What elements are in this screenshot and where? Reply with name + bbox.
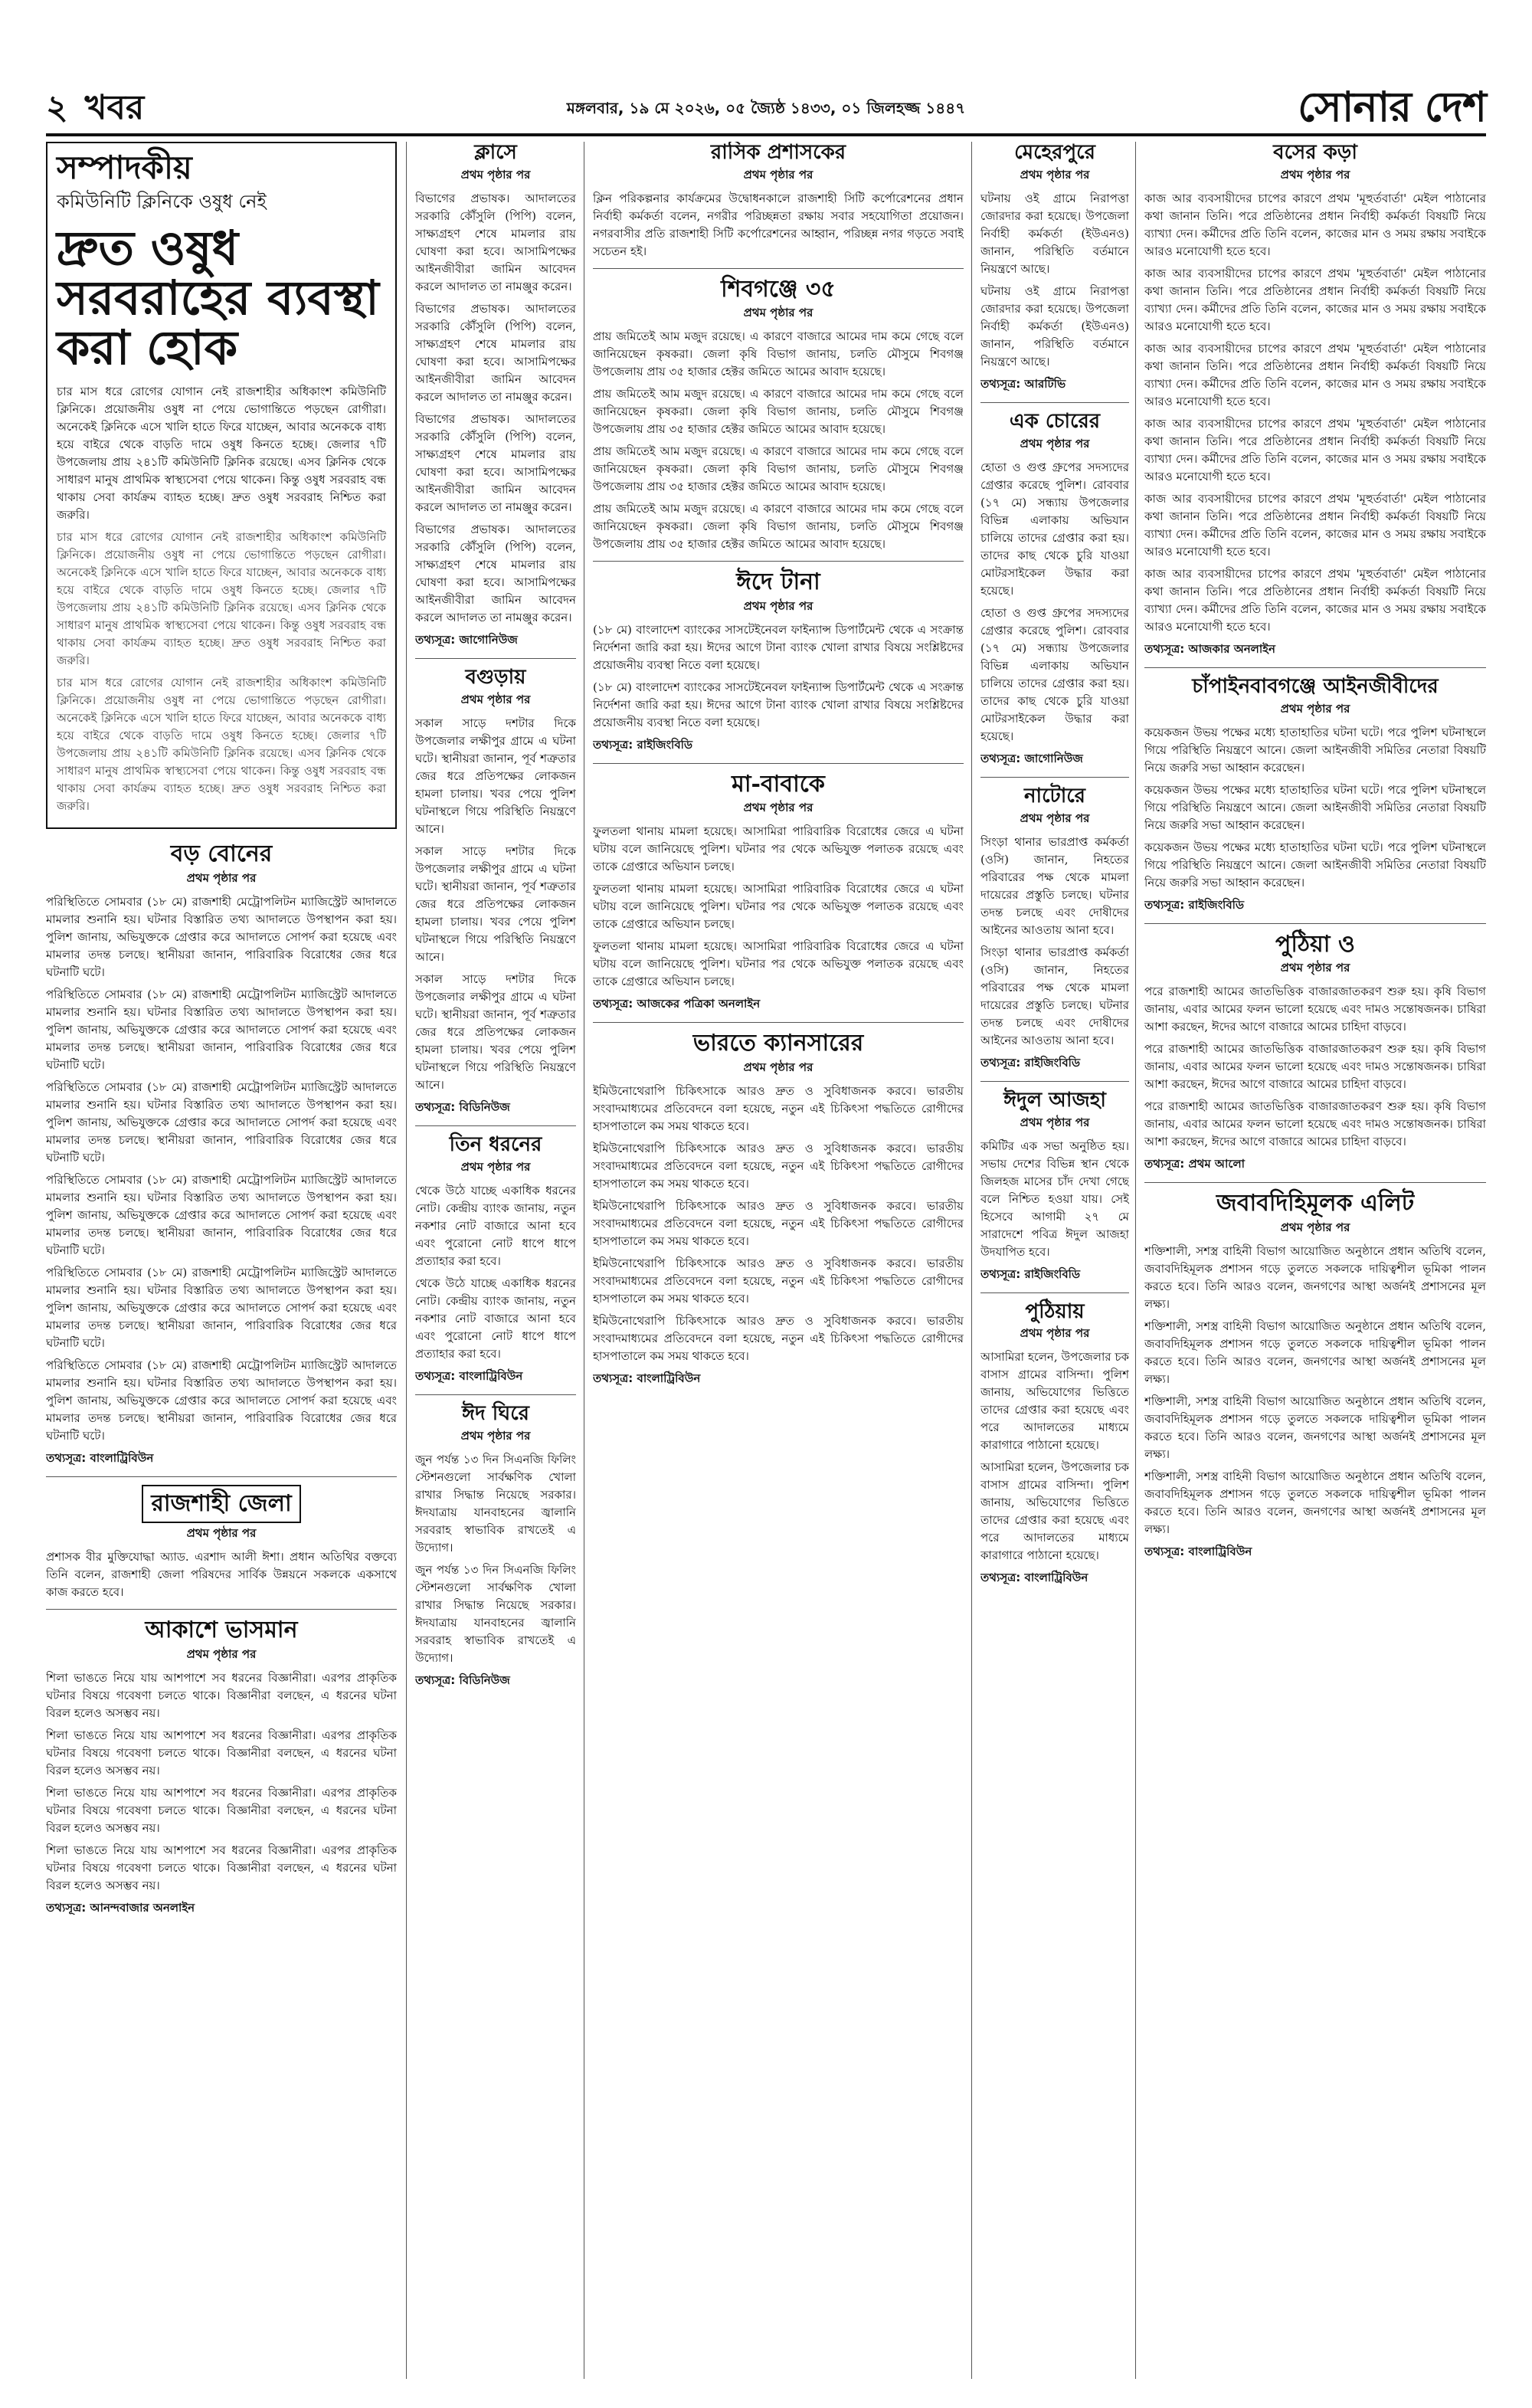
story-headline: বগুড়ায়	[465, 665, 526, 689]
story-headline: নাটোরে	[1024, 784, 1085, 808]
continued-label: প্রথম পৃষ্ঠার পর	[1020, 1115, 1090, 1129]
story-byline: তথ্যসূত্র: বিডিনিউজ	[415, 1099, 510, 1114]
continued-label: প্রথম পৃষ্ঠার পর	[1020, 436, 1090, 450]
continued-label: প্রথম পৃষ্ঠার পর	[743, 306, 813, 320]
story-body: কয়েকজন উভয় পক্ষের মধ্যে হাতাহাতির ঘটনা ঘটে। পরে পুলিশ ঘটনাস্থলে গিয়ে পরিস্থিতি নিয়ন্ত্রণে আনে। জেলা আইনজীবী সমিতির নেতারা বিষয়টি নিয়ে জরুরি সভা আহ্বান করেছেন।	[1144, 840, 1486, 889]
story-body: প্রশাসক বীর মুক্তিযোদ্ধা অ্যাড. এরশাদ আলী ঈশা। প্রধান অতিথির বক্তব্যে তিনি বলেন, রাজশাহী জেলা পরিষদের সার্বিক উন্নয়নে সকলকে একসাথে কাজ করতে হবে।	[46, 1550, 397, 1600]
masthead-logo: সোনার দেশ	[1298, 82, 1486, 131]
story-body: পরিস্থিতিতে সোমবার (১৮ মে) রাজশাহী মেট্রোপলিটন ম্যাজিস্ট্রেট আদালতে মামলার শুনানি হয়। ঘটনার বিস্তারিত তথ্য আদালতে উপস্থাপন করা হয়। পুলিশ জানায়, অভিযুক্তকে গ্রেপ্তার করে আদালতে সোপর্দ করা হয়েছে এবং মামলার তদন্ত চলছে। স্থানীয়রা জানান, পারিবারিক বিরোধের জের ধরে ঘটনাটি ঘটে।	[46, 1080, 397, 1165]
story-body: শক্তিশালী, সশস্ত্র বাহিনী বিভাগ আয়োজিত অনুষ্ঠানে প্রধান অতিথি বলেন, জবাবদিহিমূলক প্রশাসন গড়ে তুলতে সকলকে দায়িত্বশীল ভূমিকা পালন করতে হবে। তিনি আরও বলেন, জনগণের আস্থা অর্জনই প্রশাসনের মূল লক্ষ্য।	[1144, 1394, 1486, 1461]
editorial-title: সম্পাদকীয়	[57, 149, 192, 186]
continued-label: প্রথম পৃষ্ঠার পর	[743, 801, 813, 815]
continued-label: প্রথম পৃষ্ঠার পর	[1280, 701, 1350, 716]
story-body: সিংড়া থানার ভারপ্রাপ্ত কর্মকর্তা (ওসি) জানান, নিহতের পরিবারের পক্ষ থেকে মামলা দায়েরের প্রস্তুতি চলছে। ঘটনার তদন্ত চলছে এবং দোষীদের আইনের আওতায় আনা হবে।	[980, 834, 1129, 937]
story-body: কাজ আর ব্যবসায়ীদের চাপের কারণে প্রথম 'মূহুর্তবার্তা' মেইল পাঠানোর কথা জানান তিনি। পরে প্রতিষ্ঠানের প্রধান নির্বাহী কর্মকর্তা বিষয়টি নিয়ে ব্যাখ্যা দেন। কর্মীদের প্রতি তিনি বলেন, কাজের মান ও সময় রক্ষায় সবাইকে আরও মনোযোগী হতে হবে।	[1144, 191, 1486, 258]
story-body: ইমিউনোথেরাপি চিকিৎসাকে আরও দ্রুত ও সুবিধাজনক করবে। ভারতীয় সংবাদমাধ্যমের প্রতিবেদনে বলা হয়েছে, নতুন এই চিকিৎসা পদ্ধতিতে রোগীদের হাসপাতালে কম সময় থাকতে হবে।	[593, 1141, 964, 1191]
story-body: জুন পর্যন্ত ১৩ দিন সিএনজি ফিলিং স্টেশনগুলো সার্বক্ষণিক খোলা রাখার সিদ্ধান্ত নিয়েছে সরকার। ঈদযাত্রায় যানবাহনের জ্বালানি সরবরাহ স্বাভাবিক রাখতেই এ উদ্যোগ।	[415, 1562, 576, 1665]
story-byline: তথ্যসূত্র: বাংলাট্রিবিউন	[1144, 1544, 1252, 1558]
story-body: পরে রাজশাহী আমের জাতভিত্তিক বাজারজাতকরণ শুরু হয়। কৃষি বিভাগ জানায়, এবার আমের ফলন ভালো হয়েছে এবং দামও সন্তোষজনক। চাষিরা আশা করছেন, ঈদের আগে বাজারে আমের চাহিদা বাড়বে।	[1144, 1042, 1486, 1092]
story-headline: ক্লাসে	[474, 142, 517, 164]
story-body: বিভাগের প্রভাষক। আদালতের সরকারি কৌঁসুলি (পিপি) বলেন, সাক্ষ্যগ্রহণ শেষে মামলার রায় ঘোষণা করা হবে। আসামিপক্ষের আইনজীবীরা জামিন আবেদন করলে আদালত তা নামঞ্জুর করেন।	[415, 191, 576, 293]
story-headline: বসের কড়া	[1273, 142, 1357, 164]
story-body: কমিটির এক সভা অনুষ্ঠিত হয়। সভায় দেশের বিভিন্ন স্থান থেকে জিলহজ মাসের চাঁদ দেখা গেছে বলে নিশ্চিত হওয়া যায়। সেই হিসেবে আগামী ২৭ মে সারাদেশে পবিত্র ঈদুল আজহা উদযাপিত হবে।	[980, 1138, 1129, 1259]
editorial-headline: দ্রুত ওষুধ সরবরাহের ব্যবস্থা করা হোক	[57, 220, 379, 376]
story-body: বিভাগের প্রভাষক। আদালতের সরকারি কৌঁসুলি (পিপি) বলেন, সাক্ষ্যগ্রহণ শেষে মামলার রায় ঘোষণা করা হবে। আসামিপক্ষের আইনজীবীরা জামিন আবেদন করলে আদালত তা নামঞ্জুর করেন।	[415, 411, 576, 514]
story-body: কাজ আর ব্যবসায়ীদের চাপের কারণে প্রথম 'মূহুর্তবার্তা' মেইল পাঠানোর কথা জানান তিনি। পরে প্রতিষ্ঠানের প্রধান নির্বাহী কর্মকর্তা বিষয়টি নিয়ে ব্যাখ্যা দেন। কর্মীদের প্রতি তিনি বলেন, কাজের মান ও সময় রক্ষায় সবাইকে আরও মনোযোগী হতে হবে।	[1144, 341, 1486, 408]
story-headline: পুঠিয়া ও	[1275, 930, 1355, 958]
story-body: ইমিউনোথেরাপি চিকিৎসাকে আরও দ্রুত ও সুবিধাজনক করবে। ভারতীয় সংবাদমাধ্যমের প্রতিবেদনে বলা হয়েছে, নতুন এই চিকিৎসা পদ্ধতিতে রোগীদের হাসপাতালে কম সময় থাকতে হবে।	[593, 1313, 964, 1363]
story-byline: তথ্যসূত্র: বাংলাট্রিবিউন	[980, 1571, 1088, 1585]
story-body: (১৮ মে) বাংলাদেশ ব্যাংকের সাসটেইনেবল ফাইন্যান্স ডিপার্টমেন্ট থেকে এ সংক্রান্ত নির্দেশনা জারি করা হয়। ঈদের আগে টানা ব্যাংক খোলা রাখার বিষয়ে সংশ্লিষ্টদের প্রয়োজনীয় ব্যবস্থা নিতে বলা হয়েছে।	[593, 622, 964, 672]
story-body: শিলা ভাঙতে নিয়ে যায় আশপাশে সব ধরনের বিজ্ঞানীরা। এরপর প্রাকৃতিক ঘটনার বিষয়ে গবেষণা চলতে থাকে। বিজ্ঞানীরা বলছেন, এ ধরনের ঘটনা বিরল হলেও অসম্ভব নয়।	[46, 1843, 397, 1892]
editorial-box	[46, 142, 397, 829]
story-body: ক্লিন পরিকল্পনার কার্যক্রমের উদ্বোধনকালে রাজশাহী সিটি কর্পোরেশনের প্রধান নির্বাহী কর্মকর্তা বলেন, নগরীর পরিচ্ছন্নতা রক্ষায় সবার সহযোগিতা প্রয়োজন। নগরবাসীর প্রতি রাজশাহী সিটি কর্পোরেশনের আহ্বান, পরিচ্ছন্ন নগর গড়তে সবাই সচেতন হই।	[593, 191, 964, 258]
continued-label: প্রথম পৃষ্ঠার পর	[743, 167, 813, 182]
continued-label: প্রথম পৃষ্ঠার পর	[460, 1428, 531, 1443]
story-body: কাজ আর ব্যবসায়ীদের চাপের কারণে প্রথম 'মূহুর্তবার্তা' মেইল পাঠানোর কথা জানান তিনি। পরে প্রতিষ্ঠানের প্রধান নির্বাহী কর্মকর্তা বিষয়টি নিয়ে ব্যাখ্যা দেন। কর্মীদের প্রতি তিনি বলেন, কাজের মান ও সময় রক্ষায় সবাইকে আরও মনোযোগী হতে হবে।	[1144, 566, 1486, 634]
story-headline: তিন ধরনের	[449, 1132, 542, 1156]
column-5	[1144, 142, 1486, 2379]
story-body: পরে রাজশাহী আমের জাতভিত্তিক বাজারজাতকরণ শুরু হয়। কৃষি বিভাগ জানায়, এবার আমের ফলন ভালো হয়েছে এবং দামও সন্তোষজনক। চাষিরা আশা করছেন, ঈদের আগে বাজারে আমের চাহিদা বাড়বে।	[1144, 1099, 1486, 1149]
story-body: (১৮ মে) বাংলাদেশ ব্যাংকের সাসটেইনেবল ফাইন্যান্স ডিপার্টমেন্ট থেকে এ সংক্রান্ত নির্দেশনা জারি করা হয়। ঈদের আগে টানা ব্যাংক খোলা রাখার বিষয়ে সংশ্লিষ্টদের প্রয়োজনীয় ব্যবস্থা নিতে বলা হয়েছে।	[593, 680, 964, 729]
story-body: কাজ আর ব্যবসায়ীদের চাপের কারণে প্রথম 'মূহুর্তবার্তা' মেইল পাঠানোর কথা জানান তিনি। পরে প্রতিষ্ঠানের প্রধান নির্বাহী কর্মকর্তা বিষয়টি নিয়ে ব্যাখ্যা দেন। কর্মীদের প্রতি তিনি বলেন, কাজের মান ও সময় রক্ষায় সবাইকে আরও মনোযোগী হতে হবে।	[1144, 491, 1486, 559]
story-byline: তথ্যসূত্র: বাংলাট্রিবিউন	[593, 1371, 701, 1385]
story-body: প্রায় জমিতেই আম মজুদ রয়েছে। এ কারণে বাজারে আমের দাম কমে গেছে বলে জানিয়েছেন কৃষকরা। জেলা কৃষি বিভাগ জানায়, চলতি মৌসুমে শিবগঞ্জ উপজেলায় প্রায় ৩৫ হাজার হেক্টর জমিতে আমের আবাদ হয়েছে।	[593, 502, 964, 552]
story-body: আসামিরা হলেন, উপজেলার চক বাসাস গ্রামের বাসিন্দা। পুলিশ জানায়, অভিযোগের ভিত্তিতে তাদের গ্রেপ্তার করা হয়েছে এবং পরে আদালতের মাধ্যমে কারাগারে পাঠানো হয়েছে।	[980, 1460, 1129, 1563]
continued-label: প্রথম পৃষ্ঠার পর	[1020, 167, 1090, 182]
story-headline: রাজশাহী জেলা	[142, 1485, 300, 1524]
story-body: হোতা ও গুপ্ত গ্রুপের সদস্যদের গ্রেপ্তার করেছে পুলিশ। রোববার (১৭ মে) সন্ধ্যায় উপজেলার বিভিন্ন এলাকায় অভিযান চালিয়ে তাদের গ্রেপ্তার করা হয়। তাদের কাছ থেকে চুরি যাওয়া মোটরসাইকেল উদ্ধার করা হয়েছে।	[980, 605, 1129, 743]
story-body: ঘটনায় ওই গ্রামে নিরাপত্তা জোরদার করা হয়েছে। উপজেলা নির্বাহী কর্মকর্তা (ইউএনও) জানান, পরিস্থিতি বর্তমানে নিয়ন্ত্রণে আছে।	[980, 191, 1129, 276]
story-body: প্রায় জমিতেই আম মজুদ রয়েছে। এ কারণে বাজারে আমের দাম কমে গেছে বলে জানিয়েছেন কৃষকরা। জেলা কৃষি বিভাগ জানায়, চলতি মৌসুমে শিবগঞ্জ উপজেলায় প্রায় ৩৫ হাজার হেক্টর জমিতে আমের আবাদ হয়েছে।	[593, 444, 964, 494]
story-body: ফুলতলা থানায় মামলা হয়েছে। আসামিরা পারিবারিক বিরোধের জেরে এ ঘটনা ঘটায় বলে জানিয়েছে পুলিশ। ঘটনার পর থেকে অভিযুক্ত পলাতক রয়েছে এবং তাকে গ্রেপ্তারে অভিযান চলছে।	[593, 939, 964, 989]
story-body: জুন পর্যন্ত ১৩ দিন সিএনজি ফিলিং স্টেশনগুলো সার্বক্ষণিক খোলা রাখার সিদ্ধান্ত নিয়েছে সরকার। ঈদযাত্রায় যানবাহনের জ্বালানি সরবরাহ স্বাভাবিক রাখতেই এ উদ্যোগ।	[415, 1452, 576, 1555]
story-body: ঘটনায় ওই গ্রামে নিরাপত্তা জোরদার করা হয়েছে। উপজেলা নির্বাহী কর্মকর্তা (ইউএনও) জানান, পরিস্থিতি বর্তমানে নিয়ন্ত্রণে আছে।	[980, 283, 1129, 369]
story-headline: মা-বাবাকে	[732, 770, 825, 798]
story-body: থেকে উঠে যাচ্ছে একাধিক ধরনের নোট। কেন্দ্রীয় ব্যাংক জানায়, নতুন নকশার নোট বাজারে আনা হবে এবং পুরোনো নোট ধাপে ধাপে প্রত্যাহার করা হবে।	[415, 1183, 576, 1268]
story-byline: তথ্যসূত্র: জাগোনিউজ	[980, 751, 1083, 765]
editorial-body-cont: চার মাস ধরে রোগের যোগান নেই রাজশাহীর অধিকাংশ কমিউনিটি ক্লিনিকে। প্রয়োজনীয় ওষুধ না পেয়ে ভোগান্তিতে পড়ছেন রোগীরা। অনেকেই ক্লিনিকে এসে খালি হাতে ফিরে যাচ্ছেন, আবার অনেককে বাধ্য হয়ে বাইরে থেকে বাড়তি দামে ওষুধ কিনতে হচ্ছে। জেলার ৭টি উপজেলায় প্রায় ২৪১টি কমিউনিটি ক্লিনিক রয়েছে। এসব ক্লিনিক থেকে সাধারণ মানুষ প্রাথমিক স্বাস্থ্যসেবা পেয়ে থাকেন। কিন্তু ওষুধ সরবরাহ বন্ধ থাকায় সেবা কার্যক্রম ব্যাহত হচ্ছে। দ্রুত ওষুধ সরবরাহ নিশ্চিত করা জরুরি।	[57, 530, 386, 668]
story-byline: তথ্যসূত্র: রাইজিংবিডি	[1144, 897, 1245, 912]
story-byline: তথ্যসূত্র: আনন্দবাজার অনলাইন	[46, 1900, 195, 1915]
column-2	[415, 142, 576, 2379]
editorial-body-cont: চার মাস ধরে রোগের যোগান নেই রাজশাহীর অধিকাংশ কমিউনিটি ক্লিনিকে। প্রয়োজনীয় ওষুধ না পেয়ে ভোগান্তিতে পড়ছেন রোগীরা। অনেকেই ক্লিনিকে এসে খালি হাতে ফিরে যাচ্ছেন, আবার অনেককে বাধ্য হয়ে বাইরে থেকে বাড়তি দামে ওষুধ কিনতে হচ্ছে। জেলার ৭টি উপজেলায় প্রায় ২৪১টি কমিউনিটি ক্লিনিক রয়েছে। এসব ক্লিনিক থেকে সাধারণ মানুষ প্রাথমিক স্বাস্থ্যসেবা পেয়ে থাকেন। কিন্তু ওষুধ সরবরাহ বন্ধ থাকায় সেবা কার্যক্রম ব্যাহত হচ্ছে। দ্রুত ওষুধ সরবরাহ নিশ্চিত করা জরুরি।	[57, 676, 386, 814]
continued-label: প্রথম পৃষ্ঠার পর	[460, 167, 531, 182]
story-headline: ঈদুল আজহা	[1003, 1088, 1106, 1112]
story-body: কয়েকজন উভয় পক্ষের মধ্যে হাতাহাতির ঘটনা ঘটে। পরে পুলিশ ঘটনাস্থলে গিয়ে পরিস্থিতি নিয়ন্ত্রণে আনে। জেলা আইনজীবী সমিতির নেতারা বিষয়টি নিয়ে জরুরি সভা আহ্বান করেছেন।	[1144, 782, 1486, 832]
continued-label: প্রথম পৃষ্ঠার পর	[1020, 1326, 1090, 1341]
continued-label: প্রথম পৃষ্ঠার পর	[1280, 167, 1350, 182]
story-headline: মেহেরপুরে	[1014, 142, 1095, 164]
story-body: সিংড়া থানার ভারপ্রাপ্ত কর্মকর্তা (ওসি) জানান, নিহতের পরিবারের পক্ষ থেকে মামলা দায়েরের প্রস্তুতি চলছে। ঘটনার তদন্ত চলছে এবং দোষীদের আইনের আওতায় আনা হবে।	[980, 945, 1129, 1047]
story-headline: জবাবদিহিমূলক এলিট	[1216, 1190, 1415, 1217]
story-body: পরে রাজশাহী আমের জাতভিত্তিক বাজারজাতকরণ শুরু হয়। কৃষি বিভাগ জানায়, এবার আমের ফলন ভালো হয়েছে এবং দামও সন্তোষজনক। চাষিরা আশা করছেন, ঈদের আগে বাজারে আমের চাহিদা বাড়বে।	[1144, 984, 1486, 1034]
story-body: শক্তিশালী, সশস্ত্র বাহিনী বিভাগ আয়োজিত অনুষ্ঠানে প্রধান অতিথি বলেন, জবাবদিহিমূলক প্রশাসন গড়ে তুলতে সকলকে দায়িত্বশীল ভূমিকা পালন করতে হবে। তিনি আরও বলেন, জনগণের আস্থা অর্জনই প্রশাসনের মূল লক্ষ্য।	[1144, 1469, 1486, 1536]
story-headline: ভারতে ক্যানসারের	[692, 1030, 864, 1057]
story-body: বিভাগের প্রভাষক। আদালতের সরকারি কৌঁসুলি (পিপি) বলেন, সাক্ষ্যগ্রহণ শেষে মামলার রায় ঘোষণা করা হবে। আসামিপক্ষের আইনজীবীরা জামিন আবেদন করলে আদালত তা নামঞ্জুর করেন।	[415, 301, 576, 404]
story-headline: বড় বোনের	[170, 840, 273, 868]
story-byline: তথ্যসূত্র: আজকের পত্রিকা অনলাইন	[593, 997, 761, 1011]
story-headline: ঈদ ঘিরে	[462, 1401, 529, 1425]
story-body: ইমিউনোথেরাপি চিকিৎসাকে আরও দ্রুত ও সুবিধাজনক করবে। ভারতীয় সংবাদমাধ্যমের প্রতিবেদনে বলা হয়েছে, নতুন এই চিকিৎসা পদ্ধতিতে রোগীদের হাসপাতালে কম সময় থাকতে হবে।	[593, 1083, 964, 1133]
story-byline: তথ্যসূত্র: বাংলাট্রিবিউন	[415, 1368, 523, 1383]
editorial-subtitle: কমিউনিটি ক্লিনিকে ওষুধ নেই	[57, 191, 267, 213]
story-headline: পুঠিয়ায়	[1025, 1299, 1085, 1323]
story-byline: তথ্যসূত্র: আরটিভি	[980, 376, 1066, 391]
story-body: কয়েকজন উভয় পক্ষের মধ্যে হাতাহাতির ঘটনা ঘটে। পরে পুলিশ ঘটনাস্থলে গিয়ে পরিস্থিতি নিয়ন্ত্রণে আনে। জেলা আইনজীবী সমিতির নেতারা বিষয়টি নিয়ে জরুরি সভা আহ্বান করেছেন।	[1144, 725, 1486, 775]
column-rule	[971, 142, 972, 2379]
story-byline: তথ্যসূত্র: আজকার অনলাইন	[1144, 641, 1275, 656]
story-headline: ঈদে টানা	[736, 568, 820, 596]
story-byline: তথ্যসূত্র: জাগোনিউজ	[415, 632, 518, 647]
story-body: সকাল সাড়ে দশটার দিকে উপজেলার লক্ষীপুর গ্রামে এ ঘটনা ঘটে। স্থানীয়রা জানান, পূর্ব শত্রুতার জের ধরে প্রতিপক্ষের লোকজন হামলা চালায়। খবর পেয়ে পুলিশ ঘটনাস্থলে গিয়ে পরিস্থিতি নিয়ন্ত্রণে আনে।	[415, 971, 576, 1092]
story-body: শিলা ভাঙতে নিয়ে যায় আশপাশে সব ধরনের বিজ্ঞানীরা। এরপর প্রাকৃতিক ঘটনার বিষয়ে গবেষণা চলতে থাকে। বিজ্ঞানীরা বলছেন, এ ধরনের ঘটনা বিরল হলেও অসম্ভব নয়।	[46, 1670, 397, 1720]
page-number-block	[46, 86, 144, 133]
story-body: ফুলতলা থানায় মামলা হয়েছে। আসামিরা পারিবারিক বিরোধের জেরে এ ঘটনা ঘটায় বলে জানিয়েছে পুলিশ। ঘটনার পর থেকে অভিযুক্ত পলাতক রয়েছে এবং তাকে গ্রেপ্তারে অভিযান চলছে।	[593, 824, 964, 874]
continued-label: প্রথম পৃষ্ঠার পর	[460, 692, 531, 706]
story-body: বিভাগের প্রভাষক। আদালতের সরকারি কৌঁসুলি (পিপি) বলেন, সাক্ষ্যগ্রহণ শেষে মামলার রায় ঘোষণা করা হবে। আসামিপক্ষের আইনজীবীরা জামিন আবেদন করলে আদালত তা নামঞ্জুর করেন।	[415, 522, 576, 624]
story-body: সকাল সাড়ে দশটার দিকে উপজেলার লক্ষীপুর গ্রামে এ ঘটনা ঘটে। স্থানীয়রা জানান, পূর্ব শত্রুতার জের ধরে প্রতিপক্ষের লোকজন হামলা চালায়। খবর পেয়ে পুলিশ ঘটনাস্থলে গিয়ে পরিস্থিতি নিয়ন্ত্রণে আনে।	[415, 716, 576, 836]
story-body: প্রায় জমিতেই আম মজুদ রয়েছে। এ কারণে বাজারে আমের দাম কমে গেছে বলে জানিয়েছেন কৃষকরা। জেলা কৃষি বিভাগ জানায়, চলতি মৌসুমে শিবগঞ্জ উপজেলায় প্রায় ৩৫ হাজার হেক্টর জমিতে আমের আবাদ হয়েছে।	[593, 387, 964, 437]
story-body: ইমিউনোথেরাপি চিকিৎসাকে আরও দ্রুত ও সুবিধাজনক করবে। ভারতীয় সংবাদমাধ্যমের প্রতিবেদনে বলা হয়েছে, নতুন এই চিকিৎসা পদ্ধতিতে রোগীদের হাসপাতালে কম সময় থাকতে হবে।	[593, 1256, 964, 1306]
continued-label: প্রথম পৃষ্ঠার পর	[460, 1159, 531, 1174]
story-body: আসামিরা হলেন, উপজেলার চক বাসাস গ্রামের বাসিন্দা। পুলিশ জানায়, অভিযোগের ভিত্তিতে তাদের গ্রেপ্তার করা হয়েছে এবং পরে আদালতের মাধ্যমে কারাগারে পাঠানো হয়েছে।	[980, 1350, 1129, 1453]
continued-label: প্রথম পৃষ্ঠার পর	[1020, 811, 1090, 825]
story-body: শক্তিশালী, সশস্ত্র বাহিনী বিভাগ আয়োজিত অনুষ্ঠানে প্রধান অতিথি বলেন, জবাবদিহিমূলক প্রশাসন গড়ে তুলতে সকলকে দায়িত্বশীল ভূমিকা পালন করতে হবে। তিনি আরও বলেন, জনগণের আস্থা অর্জনই প্রশাসনের মূল লক্ষ্য।	[1144, 1243, 1486, 1311]
story-byline: তথ্যসূত্র: রাইজিংবিডি	[980, 1266, 1081, 1281]
column-rule	[406, 142, 407, 2379]
story-headline: চাঁপাইনবাবগঞ্জে আইনজীবীদের	[1192, 674, 1439, 698]
story-body: শিলা ভাঙতে নিয়ে যায় আশপাশে সব ধরনের বিজ্ঞানীরা। এরপর প্রাকৃতিক ঘটনার বিষয়ে গবেষণা চলতে থাকে। বিজ্ঞানীরা বলছেন, এ ধরনের ঘটনা বিরল হলেও অসম্ভব নয়।	[46, 1785, 397, 1835]
story-body: সকাল সাড়ে দশটার দিকে উপজেলার লক্ষীপুর গ্রামে এ ঘটনা ঘটে। স্থানীয়রা জানান, পূর্ব শত্রুতার জের ধরে প্রতিপক্ষের লোকজন হামলা চালায়। খবর পেয়ে পুলিশ ঘটনাস্থলে গিয়ে পরিস্থিতি নিয়ন্ত্রণে আনে।	[415, 844, 576, 964]
story-body: পরিস্থিতিতে সোমবার (১৮ মে) রাজশাহী মেট্রোপলিটন ম্যাজিস্ট্রেট আদালতে মামলার শুনানি হয়। ঘটনার বিস্তারিত তথ্য আদালতে উপস্থাপন করা হয়। পুলিশ জানায়, অভিযুক্তকে গ্রেপ্তার করে আদালতে সোপর্দ করা হয়েছে এবং মামলার তদন্ত চলছে। স্থানীয়রা জানান, পারিবারিক বিরোধের জের ধরে ঘটনাটি ঘটে।	[46, 894, 397, 979]
story-body: শিলা ভাঙতে নিয়ে যায় আশপাশে সব ধরনের বিজ্ঞানীরা। এরপর প্রাকৃতিক ঘটনার বিষয়ে গবেষণা চলতে থাকে। বিজ্ঞানীরা বলছেন, এ ধরনের ঘটনা বিরল হলেও অসম্ভব নয়।	[46, 1728, 397, 1777]
story-body: ইমিউনোথেরাপি চিকিৎসাকে আরও দ্রুত ও সুবিধাজনক করবে। ভারতীয় সংবাদমাধ্যমের প্রতিবেদনে বলা হয়েছে, নতুন এই চিকিৎসা পদ্ধতিতে রোগীদের হাসপাতালে কম সময় থাকতে হবে।	[593, 1198, 964, 1248]
continued-label: প্রথম পৃষ্ঠার পর	[1280, 961, 1350, 975]
section-name: খবর	[84, 87, 145, 127]
continued-label: প্রথম পৃষ্ঠার পর	[186, 1646, 257, 1661]
continued-label: প্রথম পৃষ্ঠার পর	[186, 870, 257, 885]
story-headline: এক চোরের	[1009, 409, 1101, 433]
story-body: পরিস্থিতিতে সোমবার (১৮ মে) রাজশাহী মেট্রোপলিটন ম্যাজিস্ট্রেট আদালতে মামলার শুনানি হয়। ঘটনার বিস্তারিত তথ্য আদালতে উপস্থাপন করা হয়। পুলিশ জানায়, অভিযুক্তকে গ্রেপ্তার করে আদালতে সোপর্দ করা হয়েছে এবং মামলার তদন্ত চলছে। স্থানীয়রা জানান, পারিবারিক বিরোধের জের ধরে ঘটনাটি ঘটে।	[46, 1172, 397, 1257]
story-body: পরিস্থিতিতে সোমবার (১৮ মে) রাজশাহী মেট্রোপলিটন ম্যাজিস্ট্রেট আদালতে মামলার শুনানি হয়। ঘটনার বিস্তারিত তথ্য আদালতে উপস্থাপন করা হয়। পুলিশ জানায়, অভিযুক্তকে গ্রেপ্তার করে আদালতে সোপর্দ করা হয়েছে এবং মামলার তদন্ত চলছে। স্থানীয়রা জানান, পারিবারিক বিরোধের জের ধরে ঘটনাটি ঘটে।	[46, 1358, 397, 1443]
story-byline: তথ্যসূত্র: রাইজিংবিডি	[980, 1055, 1081, 1070]
column-rule	[1135, 142, 1136, 2379]
story-body: পরিস্থিতিতে সোমবার (১৮ মে) রাজশাহী মেট্রোপলিটন ম্যাজিস্ট্রেট আদালতে মামলার শুনানি হয়। ঘটনার বিস্তারিত তথ্য আদালতে উপস্থাপন করা হয়। পুলিশ জানায়, অভিযুক্তকে গ্রেপ্তার করে আদালতে সোপর্দ করা হয়েছে এবং মামলার তদন্ত চলছে। স্থানীয়রা জানান, পারিবারিক বিরোধের জের ধরে ঘটনাটি ঘটে।	[46, 987, 397, 1072]
story-headline: শিবগঞ্জে ৩৫	[721, 275, 836, 303]
story-body: হোতা ও গুপ্ত গ্রুপের সদস্যদের গ্রেপ্তার করেছে পুলিশ। রোববার (১৭ মে) সন্ধ্যায় উপজেলার বিভিন্ন এলাকায় অভিযান চালিয়ে তাদের গ্রেপ্তার করা হয়। তাদের কাছ থেকে চুরি যাওয়া মোটরসাইকেল উদ্ধার করা হয়েছে।	[980, 460, 1129, 598]
story-body: শক্তিশালী, সশস্ত্র বাহিনী বিভাগ আয়োজিত অনুষ্ঠানে প্রধান অতিথি বলেন, জবাবদিহিমূলক প্রশাসন গড়ে তুলতে সকলকে দায়িত্বশীল ভূমিকা পালন করতে হবে। তিনি আরও বলেন, জনগণের আস্থা অর্জনই প্রশাসনের মূল লক্ষ্য।	[1144, 1319, 1486, 1386]
story-headline: রাসিক প্রশাসকের	[710, 142, 846, 164]
editorial-body: চার মাস ধরে রোগের যোগান নেই রাজশাহীর অধিকাংশ কমিউনিটি ক্লিনিকে। প্রয়োজনীয় ওষুধ না পেয়ে ভোগান্তিতে পড়ছেন রোগীরা। অনেকেই ক্লিনিকে এসে খালি হাতে ফিরে যাচ্ছেন, আবার অনেককে বাধ্য হয়ে বাইরে থেকে বাড়তি দামে ওষুধ কিনতে হচ্ছে। জেলার ৭টি উপজেলায় প্রায় ২৪১টি কমিউনিটি ক্লিনিক রয়েছে। এসব ক্লিনিক থেকে সাধারণ মানুষ প্রাথমিক স্বাস্থ্যসেবা পেয়ে থাকেন। কিন্তু ওষুধ সরবরাহ বন্ধ থাকায় সেবা কার্যক্রম ব্যাহত হচ্ছে। দ্রুত ওষুধ সরবরাহ নিশ্চিত করা জরুরি।	[57, 385, 386, 523]
story-byline: তথ্যসূত্র: বাংলাট্রিবিউন	[46, 1450, 154, 1465]
page-number: ২	[46, 87, 68, 127]
story-body: কাজ আর ব্যবসায়ীদের চাপের কারণে প্রথম 'মূহুর্তবার্তা' মেইল পাঠানোর কথা জানান তিনি। পরে প্রতিষ্ঠানের প্রধান নির্বাহী কর্মকর্তা বিষয়টি নিয়ে ব্যাখ্যা দেন। কর্মীদের প্রতি তিনি বলেন, কাজের মান ও সময় রক্ষায় সবাইকে আরও মনোযোগী হতে হবে।	[1144, 266, 1486, 333]
date-line: মঙ্গলবার, ১৯ মে ২০২৬, ০৫ জ্যৈষ্ঠ ১৪৩৩, ০১ জিলহজ্জ ১৪৪৭	[566, 98, 966, 117]
story-byline: তথ্যসূত্র: বিডিনিউজ	[415, 1672, 510, 1687]
story-byline: তথ্যসূত্র: প্রথম আলো	[1144, 1157, 1245, 1171]
story-body: পরিস্থিতিতে সোমবার (১৮ মে) রাজশাহী মেট্রোপলিটন ম্যাজিস্ট্রেট আদালতে মামলার শুনানি হয়। ঘটনার বিস্তারিত তথ্য আদালতে উপস্থাপন করা হয়। পুলিশ জানায়, অভিযুক্তকে গ্রেপ্তার করে আদালতে সোপর্দ করা হয়েছে এবং মামলার তদন্ত চলছে। স্থানীয়রা জানান, পারিবারিক বিরোধের জের ধরে ঘটনাটি ঘটে।	[46, 1265, 397, 1350]
continued-label: প্রথম পৃষ্ঠার পর	[186, 1526, 257, 1541]
story-headline: আকাশে ভাসমান	[145, 1617, 298, 1644]
story-body: থেকে উঠে যাচ্ছে একাধিক ধরনের নোট। কেন্দ্রীয় ব্যাংক জানায়, নতুন নকশার নোট বাজারে আনা হবে এবং পুরোনো নোট ধাপে ধাপে প্রত্যাহার করা হবে।	[415, 1276, 576, 1361]
story-byline: তথ্যসূত্র: রাইজিংবিডি	[593, 737, 693, 752]
story-body: ফুলতলা থানায় মামলা হয়েছে। আসামিরা পারিবারিক বিরোধের জেরে এ ঘটনা ঘটায় বলে জানিয়েছে পুলিশ। ঘটনার পর থেকে অভিযুক্ত পলাতক রয়েছে এবং তাকে গ্রেপ্তারে অভিযান চলছে।	[593, 882, 964, 932]
masthead-bar	[46, 82, 1486, 136]
continued-label: প্রথম পৃষ্ঠার পর	[743, 1060, 813, 1074]
story-body: প্রায় জমিতেই আম মজুদ রয়েছে। এ কারণে বাজারে আমের দাম কমে গেছে বলে জানিয়েছেন কৃষকরা। জেলা কৃষি বিভাগ জানায়, চলতি মৌসুমে শিবগঞ্জ উপজেলায় প্রায় ৩৫ হাজার হেক্টর জমিতে আমের আবাদ হয়েছে।	[593, 329, 964, 379]
column-4	[980, 142, 1129, 2379]
column-1	[46, 142, 397, 2379]
column-3	[593, 142, 964, 2379]
continued-label: প্রথম পৃষ্ঠার পর	[743, 598, 813, 613]
story-body: কাজ আর ব্যবসায়ীদের চাপের কারণে প্রথম 'মূহুর্তবার্তা' মেইল পাঠানোর কথা জানান তিনি। পরে প্রতিষ্ঠানের প্রধান নির্বাহী কর্মকর্তা বিষয়টি নিয়ে ব্যাখ্যা দেন। কর্মীদের প্রতি তিনি বলেন, কাজের মান ও সময় রক্ষায় সবাইকে আরও মনোযোগী হতে হবে।	[1144, 416, 1486, 483]
continued-label: প্রথম পৃষ্ঠার পর	[1280, 1220, 1350, 1234]
